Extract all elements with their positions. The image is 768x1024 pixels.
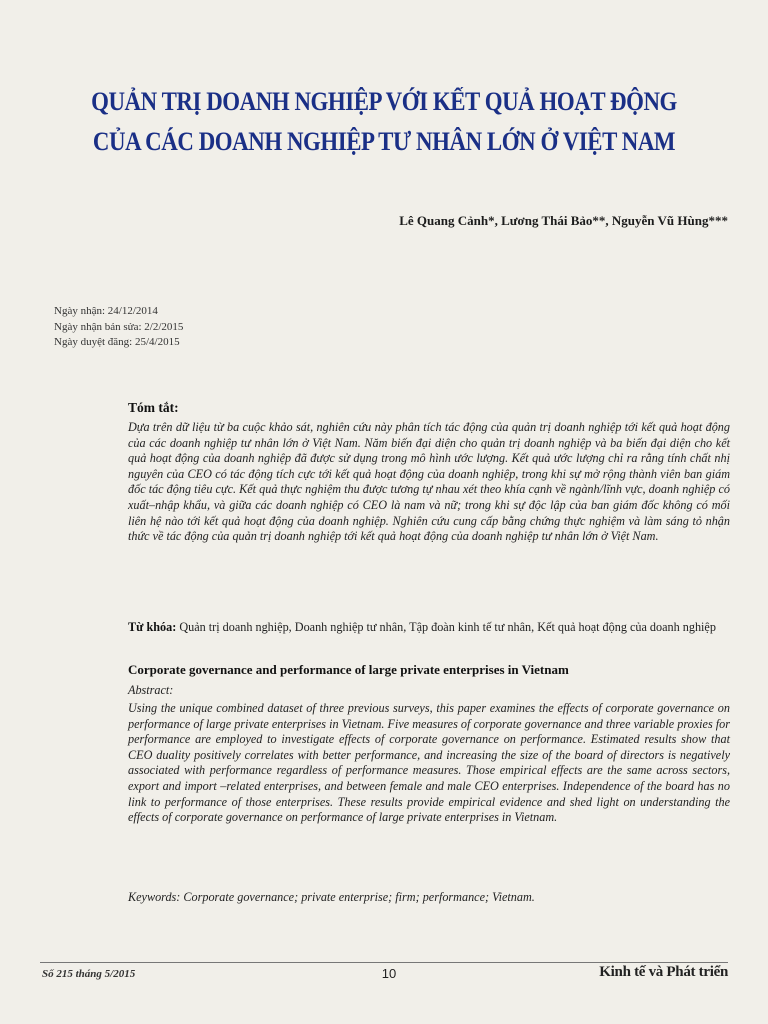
footer-divider — [40, 962, 728, 963]
date-accepted: Ngày duyệt đăng: 25/4/2015 — [54, 336, 180, 348]
date-received: Ngày nhận: 24/12/2014 — [54, 305, 158, 317]
article-title — [81, 82, 686, 162]
article-title-line-2: CỦA CÁC DOANH NGHIỆP TƯ NHÂN LỚN Ở VIỆT NAM — [92, 127, 676, 156]
abstract-vi-text: Dựa trên dữ liệu từ ba cuộc khảo sát, nghiên cứu này phân tích tác động của quản trị doanh nghiệp tới kết quả hoạt động của các doanh nghiệp tư nhân lớn ở Việt Nam. Năm biến đại diện cho quản trị doanh nghiệp và ba biến đại diện cho kết quả hoạt động của doanh nghiệp đã được sử dụng trong mô hình ước lượng. Kết quả ước lượng chỉ ra rằng tính chất nhị nguyên của CEO có tác động tích cực tới kết quả hoạt động của doanh nghiệp, trong khi sự mở rộng thành viên ban giám đốc tác động tiêu cực. Kết quả thực nghiệm thu được tương tự nhau xét theo khía cạnh về ngành/lĩnh vực, doanh nghiệp có xuất–nhập khẩu, và giữa các doanh nghiệp có CEO là nam và nữ; trong khi sự độc lập của ban giám đốc không có mối liên hệ nào tới kết quả hoạt động của doanh nghiệp. Nghiên cứu cung cấp bằng chứng thực nghiệm và làm sáng tỏ nhận thức về tác động của quản trị doanh nghiệp tới kết quả hoạt động của doanh nghiệp tư nhân lớn ở Việt Nam. — [128, 420, 730, 544]
page-number: 10 — [381, 966, 397, 981]
date-revised: Ngày nhận bản sửa: 2/2/2015 — [54, 320, 184, 333]
article-title-line-1: QUẢN TRỊ DOANH NGHIỆP VỚI KẾT QUẢ HOẠT ĐỘNG — [91, 87, 677, 116]
abstract-en-text: Using the unique combined dataset of three previous surveys, this paper examines the effects of corporate governance on performance of large private enterprises in Vietnam. Five measures of corporate governance and three variable proxies for performance are employed to investigate effects of corporate governance on performance. Estimated results show that CEO duality positively correlates with better performance, and increasing the size of the board of directors is negatively associated with performance regardless of performance measures. Those empirical effects are the same across sectors, export and import –related enterprises, and between female and male CEO enterprises. Independence of the board has no link to performance of those enterprises. These results provide empirical evidence and shed light on understanding the effects of corporate governance on performance of large private enterprises in Vietnam. — [128, 701, 730, 825]
keywords-en: Keywords: Corporate governance; private enterprise; firm; performance; Vietnam. — [128, 890, 535, 904]
abstract-en-heading: Abstract: — [128, 683, 174, 697]
keywords-vi-text: Quản trị doanh nghiệp, Doanh nghiệp tư nhân, Tập đoàn kinh tế tư nhân, Kết quả hoạt động của doanh nghiệp — [179, 620, 716, 634]
submission-dates — [54, 304, 183, 351]
journal-name: Kinh tế và Phát triển — [599, 964, 728, 980]
english-title: Corporate governance and performance of large private enterprises in Vietnam — [128, 662, 569, 677]
abstract-vi-heading: Tóm tắt: — [128, 400, 179, 415]
issue-info: Số 215 tháng 5/2015 — [42, 968, 136, 980]
keywords-vi — [128, 620, 730, 636]
keywords-vi-label: Từ khóa: — [128, 620, 177, 634]
author-list: Lê Quang Cảnh*, Lương Thái Bảo**, Nguyễn Vũ Hùng*** — [399, 213, 728, 228]
